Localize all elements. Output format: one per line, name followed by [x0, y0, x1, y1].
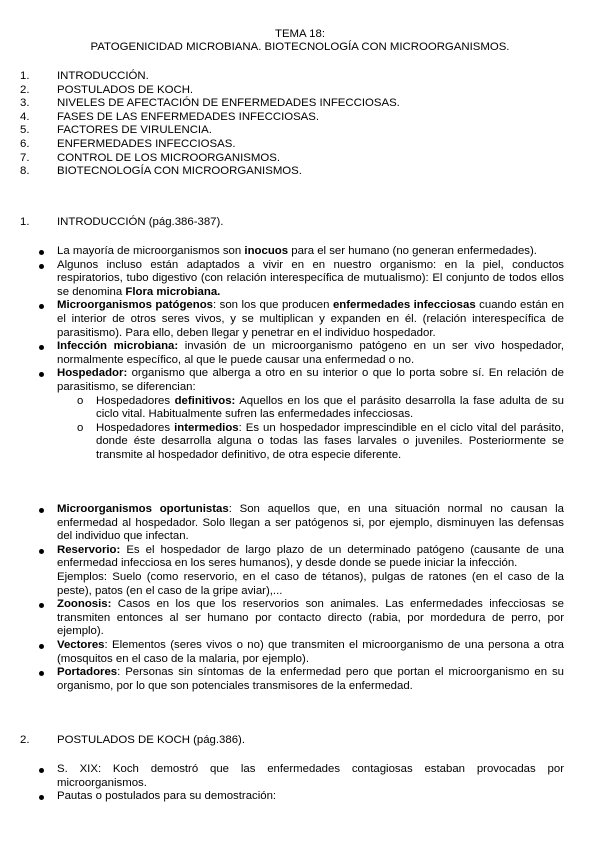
bullet-icon — [39, 549, 44, 554]
list-item: Pautas o postulados para su demostración: — [38, 790, 564, 804]
toc-label: POSTULADOS DE KOCH. — [57, 83, 194, 96]
toc-number: 6. — [20, 137, 30, 150]
bullet-icon — [39, 372, 44, 377]
section-number: 2. — [20, 734, 30, 746]
toc-label: FASES DE LAS ENFERMEDADES INFECCIOSAS. — [57, 110, 320, 123]
bullet-icon — [39, 345, 44, 350]
intro-bullet-list — [38, 245, 564, 463]
list-item: La mayoría de microorganismos son inocuos para el ser humano (no generan enfermedades). — [38, 245, 564, 259]
list-item: Algunos incluso están adaptados a vivir en en nuestro organismo: en la piel, conductos respiratorios, tubo digestivo (con relación interespecífica de mutualismo): El conjunto de todos ellos se denomina Flora microbiana. — [38, 259, 564, 300]
sub-list-item: o Hospedadores intermedios: Es un hospedador imprescindible en el ciclo vital del parásito, donde éste desarrolla alguna o todas las fases larvales o juveniles. Posteriormente se transmite al hospedador definitivo, de otra especie diferente. — [77, 421, 564, 461]
toc-number: 5. — [20, 124, 30, 137]
toc-label: INTRODUCCIÓN. — [57, 70, 149, 82]
toc-number: 4. — [20, 110, 30, 123]
toc-item — [20, 84, 580, 98]
table-of-contents — [20, 70, 580, 179]
bullet-icon — [39, 795, 44, 800]
toc-number: 2. — [20, 83, 30, 96]
section-title: POSTULADOS DE KOCH (pág.386). — [57, 734, 246, 746]
bullet-icon — [39, 304, 44, 309]
bullet-icon — [39, 644, 44, 649]
toc-item — [20, 138, 580, 152]
reservoir-examples: Ejemplos: Suelo (como reservorio, en el caso de tétanos), pulgas de ratones (en el caso de la peste), patos (en el caso de la gripe aviar),... — [57, 570, 564, 597]
toc-item — [20, 97, 580, 111]
bullet-icon — [39, 768, 44, 773]
list-item: Infección microbiana: invasión de un microorganismo patógeno en un ser vivo hospedador, normalmente específico, al que le puede causar una enfermedad o no. — [38, 340, 564, 367]
toc-number: 3. — [20, 97, 30, 110]
bullet-icon — [39, 508, 44, 513]
section-title: INTRODUCCIÓN (pág.386-387). — [57, 216, 224, 228]
list-item: S. XIX: Koch demostró que las enfermedades contagiosas estaban provocadas por microorganismos. — [38, 763, 564, 790]
bullet-icon — [39, 250, 44, 255]
toc-number: 8. — [20, 165, 30, 178]
toc-item — [20, 111, 580, 125]
topic-number: TEMA 18: — [274, 28, 325, 40]
toc-number: 1. — [20, 70, 30, 82]
list-item: Reservorio: Es el hospedador de largo plazo de un determinado patógeno (causante de una enfermedad infecciosa en los seres humanos), y desde donde se puede iniciar la infección. Ejemplos: Suelo (como reservorio, en el caso de tétanos), pulgas de ratones (en el caso de la peste), patos (en el caso de la gripe aviar),... — [38, 544, 564, 598]
toc-label: FACTORES DE VIRULENCIA. — [57, 124, 212, 137]
toc-item — [20, 152, 580, 166]
host-types-sublist — [76, 395, 564, 463]
toc-item — [20, 165, 580, 179]
koch-bullet-list — [38, 763, 564, 804]
toc-number: 7. — [20, 151, 30, 164]
list-item: Hospedador: organismo que alberga a otro en su interior o que lo porta sobre sí. En relación de parasitismo, se diferencian: o Hospedadores definitivos: Aquellos en los que el parásito desarrolla la fase adulta de su ciclo vital. Habitualmente sufren las enfermedades infecciosas. o Hospedadores intermedios: Es un hospedador imprescindible en el ciclo vital del parásito, donde éste desarrolla alguna o todas las fases larvales o juveniles. Posteriormente se transmite al hospedador definitivo, de otra especie diferente. — [38, 367, 564, 462]
sub-list-item: o Hospedadores definitivos: Aquellos en los que el parásito desarrolla la fase adulta de su ciclo vital. Habitualmente sufren las enfermedades infecciosas. — [77, 394, 564, 421]
circle-bullet-icon: o — [77, 394, 84, 407]
list-item: Microorganismos oportunistas: Son aquellos que, en una situación normal no causan la enfermedad al hospedador. Solo llegan a ser patógenos si, por ejemplo, disminuyen las defensas del individuo que infectan. — [38, 503, 564, 544]
list-item: Vectores: Elementos (seres vivos o no) que transmiten el microorganismo de una persona a otra (mosquitos en el caso de la malaria, por ejemplo). — [38, 639, 564, 666]
bullet-icon — [39, 671, 44, 676]
intro-bullet-list-continued — [38, 503, 564, 693]
toc-item — [20, 70, 580, 84]
toc-label: ENFERMEDADES INFECCIOSAS. — [57, 137, 236, 150]
list-item: Portadores: Personas sin síntomas de la enfermedad pero que portan el microorganismo en su organismo, por lo que son potenciales transmisores de la enfermedad. — [38, 666, 564, 693]
bullet-icon — [39, 264, 44, 269]
section-number: 1. — [20, 216, 30, 228]
bullet-icon — [39, 603, 44, 608]
list-item: Zoonosis: Casos en los que los reservorios son animales. Las enfermedades infecciosas se transmiten entonces al ser humano por contacto directo (rabia, por mordedura de perro, por ejemplo). — [38, 598, 564, 639]
circle-bullet-icon: o — [77, 421, 84, 434]
toc-label: NIVELES DE AFECTACIÓN DE ENFERMEDADES INFECCIOSAS. — [57, 97, 400, 110]
list-item: Microorganismos patógenos: son los que producen enfermedades infecciosas cuando están en el interior de otros seres vivos, y se multiplican y expanden en él. (relación interespecífica de parasitismo). Para ello, deben llegar y penetrar en el individuo hospedador. — [38, 299, 564, 340]
toc-label: BIOTECNOLOGÍA CON MICROORGANISMOS. — [57, 165, 302, 178]
topic-title: PATOGENICIDAD MICROBIANA. BIOTECNOLOGÍA CON MICROORGANISMOS. — [90, 41, 510, 53]
toc-label: CONTROL DE LOS MICROORGANISMOS. — [57, 151, 280, 164]
toc-item — [20, 124, 580, 138]
